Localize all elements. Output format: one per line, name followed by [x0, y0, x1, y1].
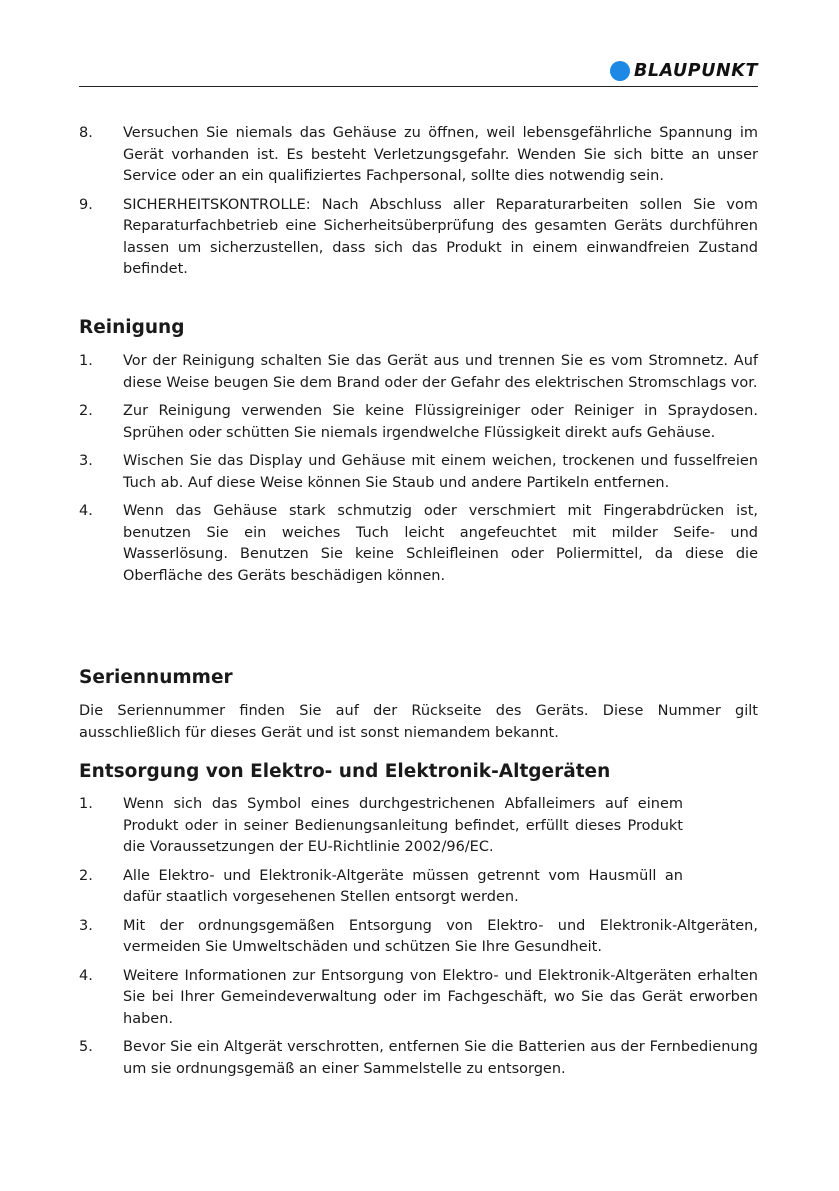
item-number: 9.	[79, 196, 93, 213]
item-text: Weitere Informationen zur Entsorgung von Elektro- und Elektronik-Altgeräten erhalten Sie bei Ihrer Gemeindeverwaltung oder im Fachgeschäft, wo Sie das Gerät erworben haben.	[123, 967, 758, 1027]
item-number: 1.	[79, 796, 93, 812]
safety-list	[79, 123, 758, 288]
item-text: Zur Reinigung verwenden Sie keine Flüssigreiniger oder Reiniger in Spraydosen. Sprühen oder schütten Sie niemals irgendwelche Flüssigkeit direkt aufs Gehäuse.	[123, 403, 758, 441]
item-number: 4.	[79, 967, 93, 984]
item-number: 1.	[79, 353, 93, 369]
item-text: Wenn das Gehäuse stark schmutzig oder verschmiert mit Fingerabdrücken ist, benutzen Sie ein weiches Tuch leicht angefeuchtet mit milder Seife- und Wasserlösung. Benutzen Sie keine Schleifleinen oder Poliermittel, da diese die Oberfläche des Geräts beschädigen können.	[123, 503, 758, 584]
item-number: 4.	[79, 503, 93, 519]
brand-name: BLAUPUNKT	[633, 61, 758, 81]
item-text: Wenn sich das Symbol eines durchgestrichenen Abfalleimers auf einem Produkt oder in seiner Bedienungsanleitung befindet, erfüllt dieses Produkt die Voraussetzungen der EU-Richtlinie 2002/96/EC.	[123, 796, 683, 855]
item-text: Wischen Sie das Display und Gehäuse mit einem weichen, trockenen und fusselfreien Tuch ab. Auf diese Weise können Sie Staub und andere Partikeln entfernen.	[123, 453, 758, 491]
page-header	[79, 56, 758, 86]
cleaning-list	[79, 351, 758, 594]
item-number: 2.	[79, 867, 93, 884]
disposal-list	[79, 794, 758, 1087]
brand-dot-icon	[610, 61, 630, 81]
item-text: Bevor Sie ein Altgerät verschrotten, entfernen Sie die Batterien aus der Fernbedienung um sie ordnungsgemäß an einer Sammelstelle zu entsorgen.	[123, 1039, 758, 1077]
list-item	[79, 501, 758, 587]
list-item	[79, 195, 758, 281]
serial-paragraph: Die Seriennummer finden Sie auf der Rückseite des Geräts. Diese Nummer gilt ausschließlich für dieses Gerät und ist sonst niemandem bekannt.	[79, 703, 758, 741]
list-item	[79, 1037, 758, 1080]
item-text: Alle Elektro- und Elektronik-Altgeräte müssen getrennt vom Hausmüll an dafür staatlich vorgesehenen Stellen entsorgt werden.	[123, 867, 683, 905]
list-item	[79, 351, 758, 394]
item-number: 8.	[79, 125, 93, 141]
item-text: Vor der Reinigung schalten Sie das Gerät aus und trennen Sie es vom Stromnetz. Auf diese Weise beugen Sie dem Brand oder der Gefahr des elektrischen Stromschlags vor.	[123, 353, 758, 391]
list-item	[79, 794, 758, 859]
brand-logo	[610, 59, 758, 83]
heading-serial: Seriennummer	[79, 667, 233, 688]
list-item	[79, 401, 758, 444]
list-item	[79, 451, 758, 494]
item-number: 2.	[79, 403, 93, 419]
list-item	[79, 866, 758, 909]
list-item	[79, 123, 758, 188]
header-divider	[79, 86, 758, 87]
item-number: 5.	[79, 1039, 93, 1055]
item-text: Versuchen Sie niemals das Gehäuse zu öffnen, weil lebensgefährliche Spannung im Gerät vorhanden ist. Es besteht Verletzungsgefahr. Wenden Sie sich bitte an unser Service oder an ein qualifiziertes Fachpersonal, sollte dies notwendig sein.	[123, 125, 758, 184]
item-text: Mit der ordnungsgemäßen Entsorgung von Elektro- und Elektronik-Altgeräten, vermeiden Sie Umweltschäden und schützen Sie Ihre Gesundheit.	[123, 917, 758, 955]
item-text: SICHERHEITSKONTROLLE: Nach Abschluss aller Reparaturarbeiten sollen Sie vom Reparaturfachbetrieb eine Sicherheitsüberprüfung des gesamten Geräts durchführen lassen um sicherzustellen, dass sich das Produkt in einem einwandfreien Zustand befindet.	[123, 196, 758, 277]
heading-cleaning: Reinigung	[79, 317, 185, 338]
list-item	[79, 966, 758, 1031]
item-number: 3.	[79, 917, 93, 934]
heading-disposal: Entsorgung von Elektro- und Elektronik-Altgeräten	[79, 761, 611, 782]
list-item	[79, 916, 758, 959]
item-number: 3.	[79, 453, 93, 469]
